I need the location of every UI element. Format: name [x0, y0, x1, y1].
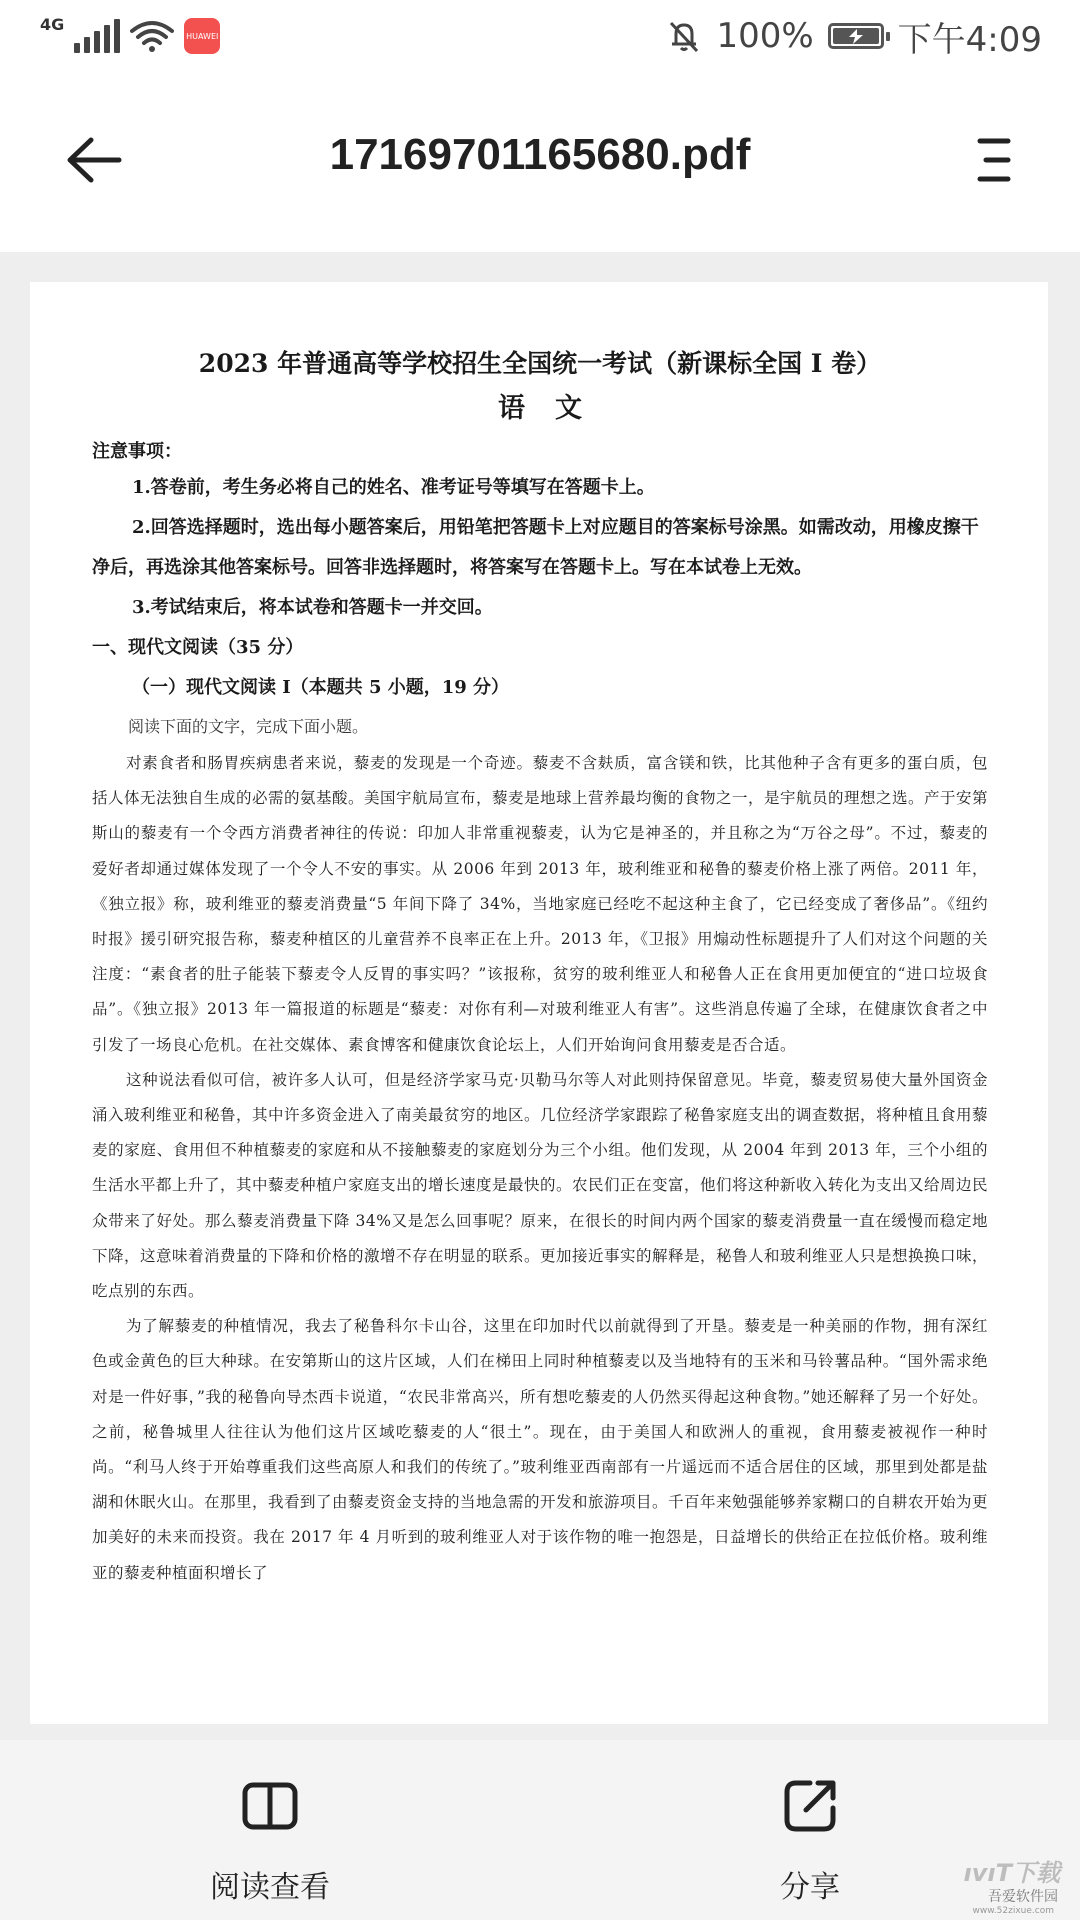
bottom-toolbar [0, 1740, 1080, 1920]
bell-muted-icon [666, 18, 702, 54]
share-label: 分享 [780, 1870, 840, 1905]
network-type-label: 4G [40, 14, 65, 34]
section-heading: 一、现代文阅读（35 分） [92, 637, 304, 658]
notice-item: 2.回答选择题时，选出每小题答案后，用铅笔把答题卡上对应题目的答案标号涂黑。如需改动，用橡皮擦干净后，再选涂其他答案标号。回答非选择题时，将答案写在答题卡上。写在本试卷上无效。 [92, 517, 979, 578]
watermark-line1: ıvıT下载 [963, 1859, 1060, 1887]
read-view-button[interactable] [170, 1776, 370, 1906]
share-button[interactable] [710, 1776, 910, 1906]
passage-paragraph: 对素食者和肠胃疾病患者来说，藜麦的发现是一个奇迹。藜麦不含麸质，富含镁和铁，比其他种子含有更多的蛋白质，包括人体无法独自生成的必需的氨基酸。美国宇航局宣布，藜麦是地球上营养最均衡的食物之一，是宇航员的理想之选。产于安第斯山的藜麦有一个令西方消费者神往的传说：印加人非常重视藜麦，认为它是神圣的，并且称之为“万谷之母”。不过，藜麦的爱好者却通过媒体发现了一个令人不安的事实。从 2006 年到 2013 年，玻利维亚和秘鲁的藜麦价格上涨了两倍。2011 年，《独立报》称，玻利维亚的藜麦消费量“5 年间下降了 34%，当地家庭已经吃不起这种主食了，它已经变成了奢侈品”。《纽约时报》援引研究报告称，藜麦种植区的儿童营养不良率正在上升。2013 年，《卫报》用煽动性标题提升了人们对这个问题的关注度：“素食者的肚子能装下藜麦令人反胃的事实吗？”该报称，贫穷的玻利维亚人和秘鲁人正在食用更加便宜的“进口垃圾食品”。《独立报》2013 年一篇报道的标题是“藜麦：对你有利—对玻利维亚人有害”。这些消息传遍了全球，在健康饮食者之中引发了一场良心危机。在社交媒体、素食博客和健康饮食论坛上，人们开始询问食用藜麦是否合适。 [92, 754, 989, 1054]
watermark-line2: 吾爱软件园 [988, 1889, 1058, 1905]
app-header [0, 72, 1080, 252]
status-left [40, 14, 220, 58]
read-view-label: 阅读查看 [210, 1870, 330, 1905]
status-right [666, 12, 1042, 60]
menu-button[interactable] [958, 124, 1030, 196]
passage-paragraph: 这种说法看似可信，被许多人认可，但是经济学家马克·贝勒马尔等人对此则持保留意见。毕竟，藜麦贸易使大量外国资金涌入玻利维亚和秘鲁，其中许多资金进入了南美最贫穷的地区。几位经济学家跟踪了秘鲁家庭支出的调查数据，将种植且食用藜麦的家庭、食用但不种植藜麦的家庭和从不接触藜麦的家庭划分为三个小组。他们发现，从 2004 年到 2013 年，三个小组的生活水平都上升了，其中藜麦种植户家庭支出的增长速度是最快的。农民们正在变富，他们将这种新收入转化为支出又给周边民众带来了好处。那么藜麦消费量下降 34%又是怎么回事呢？原来，在很长的时间内两个国家的藜麦消费量一直在缓慢而稳定地下降，这意味着消费量的下降和价格的激增不存在明显的联系。更加接近事实的解释是，秘鲁人和玻利维亚人只是想换换口味，吃点别的东西。 [92, 1070, 989, 1301]
notice-item: 1.答卷前，考生务必将自己的姓名、准考证号等填写在答题卡上。 [132, 477, 655, 498]
share-icon [780, 1776, 840, 1836]
signal-icon [74, 19, 120, 53]
subsection-heading: （一）现代文阅读 I（本题共 5 小题，19 分） [132, 677, 510, 698]
wifi-icon [130, 19, 174, 53]
notice-item: 3.考试结束后，将本试卷和答题卡一并交回。 [132, 597, 493, 618]
clock-time: 下午4:09 [897, 19, 1042, 60]
document-filename-title: 17169701165680.pdf [329, 130, 751, 179]
book-open-icon [240, 1776, 300, 1836]
reading-instruction: 阅读下面的文字，完成下面小题。 [128, 717, 369, 736]
pdf-viewport[interactable] [0, 252, 1080, 1740]
battery-percent: 100% [716, 16, 814, 56]
watermark-line3: www.52zixue.com [972, 1906, 1054, 1916]
exam-subject: 语文 [498, 393, 612, 424]
huawei-store-icon [184, 18, 220, 54]
site-watermark [924, 1854, 1074, 1916]
menu-icon [976, 137, 1012, 183]
back-button[interactable] [58, 124, 130, 196]
arrow-left-icon [65, 137, 123, 183]
status-bar [0, 0, 1080, 72]
passage-paragraph: 为了解藜麦的种植情况，我去了秘鲁科尔卡山谷，这里在印加时代以前就得到了开垦。藜麦是一种美丽的作物，拥有深红色或金黄色的巨大种球。在安第斯山的这片区域，人们在梯田上同时种植藜麦以及当地特有的玉米和马铃薯品种。“国外需求绝对是一件好事，”我的秘鲁向导杰西卡说道，“农民非常高兴，所有想吃藜麦的人仍然买得起这种食物。”她还解释了另一个好处。之前，秘鲁城里人往往认为他们这片区域吃藜麦的人“很土”。现在，由于美国人和欧洲人的重视，食用藜麦被视作一种时尚。“利马人终于开始尊重我们这些高原人和我们的传统了。”玻利维亚西南部有一片遥远而不适合居住的区域，那里到处都是盐湖和休眠火山。在那里，我看到了由藜麦资金支持的当地急需的开发和旅游项目。千百年来勉强能够养家糊口的自耕农开始为更加美好的未来而投资。我在 2017 年 4 月听到的玻利维亚人对于该作物的唯一抱怨是，日益增长的供给正在拉低价格。玻利维亚的藜麦种植面积增长了 [92, 1317, 989, 1582]
notice-heading: 注意事项： [92, 441, 182, 462]
exam-title: 2023 年普通高等学校招生全国统一考试（新课标全国 I 卷） [198, 349, 882, 378]
pdf-page [30, 282, 1048, 1724]
app-badge-text: HUAWEI [186, 31, 219, 41]
battery-icon [828, 23, 884, 49]
